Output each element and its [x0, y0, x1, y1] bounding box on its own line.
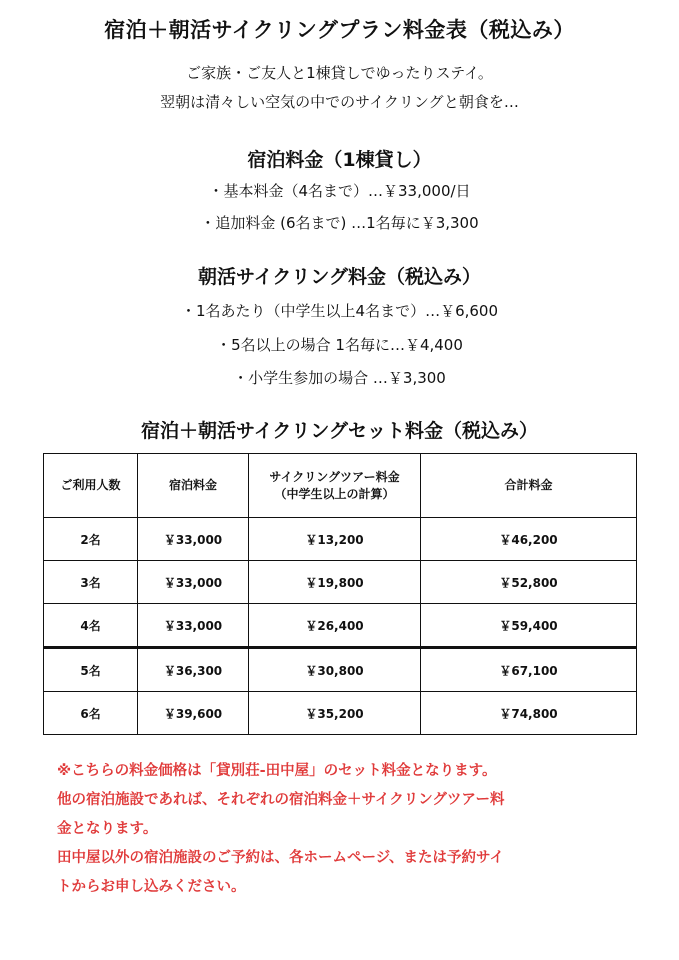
- table-row: [44, 648, 637, 692]
- cell-people: 6名: [44, 692, 138, 735]
- cycling-heading: 朝活サイクリング料金（税込み）: [198, 266, 481, 288]
- cell-tour: ￥19,800: [249, 561, 421, 604]
- cell-tour: ￥13,200: [249, 518, 421, 561]
- note-line: ※こちらの料金価格は「貸別荘-田中屋」のセット料金となります。: [57, 763, 497, 779]
- table-row: [44, 604, 637, 648]
- cell-total: ￥52,800: [421, 561, 637, 604]
- set-price-table: [43, 453, 637, 735]
- cell-total: ￥46,200: [421, 518, 637, 561]
- note-line: 他の宿泊施設であれば、それぞれの宿泊料金＋サイクリングツアー料: [57, 792, 505, 808]
- cycling-item-elementary: ・小学生参加の場合 …￥3,300: [233, 369, 446, 387]
- table-row: [44, 692, 637, 735]
- cell-people: 3名: [44, 561, 138, 604]
- header-people: ご利用人数: [44, 454, 138, 518]
- cycling-item-five-plus: ・5名以上の場合 1名毎に…￥4,400: [216, 336, 463, 354]
- cell-tour: ￥35,200: [249, 692, 421, 735]
- cell-lodging: ￥33,000: [138, 518, 249, 561]
- cell-people: 2名: [44, 518, 138, 561]
- cell-total: ￥74,800: [421, 692, 637, 735]
- page-title: 宿泊＋朝活サイクリングプラン料金表（税込み）: [104, 18, 575, 42]
- lodging-item-basic: ・基本料金（4名まで）…￥33,000/日: [208, 182, 471, 200]
- note-line: 金となります。: [57, 821, 158, 837]
- header-total: 合計料金: [421, 454, 637, 518]
- cell-tour: ￥30,800: [249, 648, 421, 692]
- intro-line-2: 翌朝は清々しい空気の中でのサイクリングと朝食を…: [160, 93, 519, 111]
- intro-line-1: ご家族・ご友人と1棟貸しでゆったりステイ。: [186, 64, 493, 82]
- note-line: トからお申し込みください。: [57, 879, 246, 895]
- cell-people: 5名: [44, 648, 138, 692]
- table-row: [44, 518, 637, 561]
- cell-people: 4名: [44, 604, 138, 648]
- header-lodging: 宿泊料金: [138, 454, 249, 518]
- cell-lodging: ￥33,000: [138, 604, 249, 648]
- cell-tour: ￥26,400: [249, 604, 421, 648]
- header-tour-line2: （中学生以上の計算）: [274, 486, 395, 501]
- lodging-heading: 宿泊料金（1棟貸し）: [247, 149, 432, 171]
- cell-total: ￥59,400: [421, 604, 637, 648]
- lodging-item-additional: ・追加料金 (6名まで) …1名毎に￥3,300: [200, 214, 479, 232]
- set-price-heading: 宿泊＋朝活サイクリングセット料金（税込み）: [141, 420, 538, 442]
- cycling-item-per-person: ・1名あたり（中学生以上4名まで）…￥6,600: [180, 302, 499, 320]
- cell-lodging: ￥33,000: [138, 561, 249, 604]
- cell-total: ￥67,100: [421, 648, 637, 692]
- header-tour-line1: サイクリングツアー料金: [269, 469, 400, 484]
- header-tour: [249, 454, 421, 518]
- cell-lodging: ￥36,300: [138, 648, 249, 692]
- cell-lodging: ￥39,600: [138, 692, 249, 735]
- notes-block: [57, 757, 647, 902]
- note-line: 田中屋以外の宿泊施設のご予約は、各ホームページ、または予約サイ: [57, 850, 505, 866]
- table-row: [44, 561, 637, 604]
- table-header-row: [44, 454, 637, 518]
